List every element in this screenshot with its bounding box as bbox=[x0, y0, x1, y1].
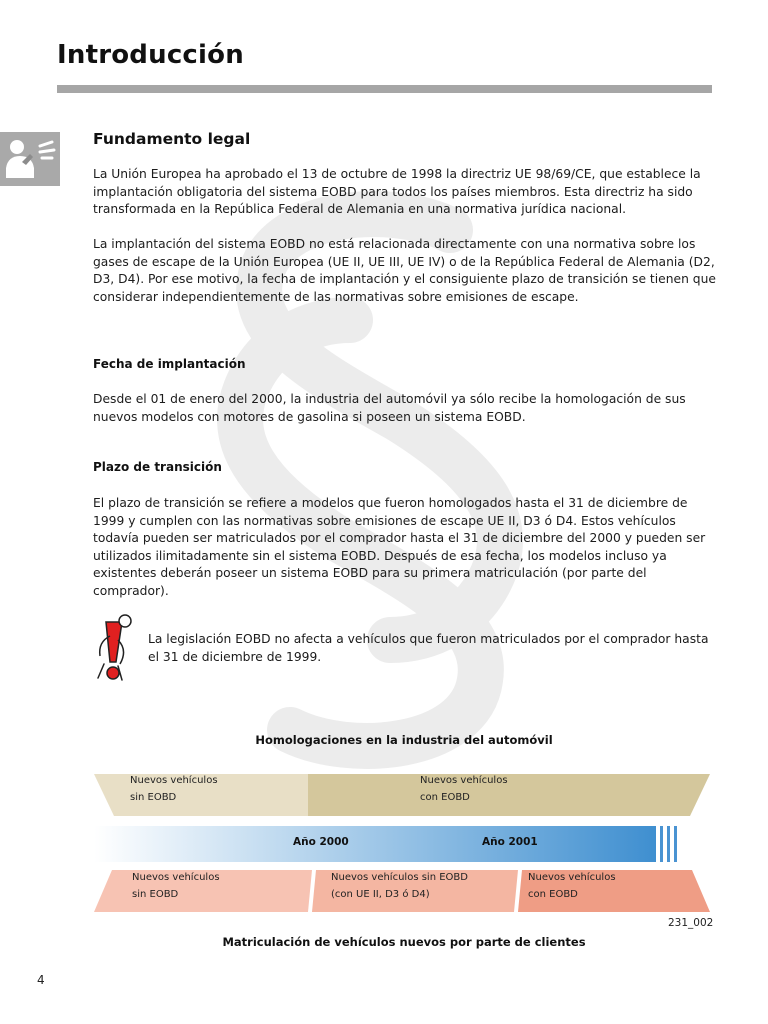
top-band-with-eobd bbox=[308, 774, 710, 816]
diagram-caption: Matriculación de vehículos nuevos por parte de clientes bbox=[222, 935, 586, 949]
title-rule bbox=[57, 85, 712, 93]
timeline-end-stripe bbox=[660, 826, 663, 862]
page-title: Introducción bbox=[57, 40, 244, 70]
label-bottom-middle: Nuevos vehículos sin EOBD (con UE II, D3 ó D4) bbox=[331, 872, 468, 900]
label-top-right: Nuevos vehículos con EOBD bbox=[420, 775, 508, 803]
paragraph-fecha: Desde el 01 de enero del 2000, la industria del automóvil ya sólo recibe la homologación de sus nuevos modelos con motores de gasolina si poseen un sistema EOBD. bbox=[93, 392, 686, 424]
label-year-2000: Año 2000 bbox=[293, 836, 349, 848]
homologation-timeline-diagram bbox=[94, 770, 716, 916]
timeline-end-stripe bbox=[667, 826, 670, 862]
label-bottom-left: Nuevos vehículos sin EOBD bbox=[132, 872, 220, 900]
exclamation-warning-icon bbox=[92, 612, 136, 684]
label-top-left: Nuevos vehículos sin EOBD bbox=[130, 775, 218, 803]
sub-heading-fecha-implantacion: Fecha de implantación bbox=[93, 357, 246, 371]
diagram-title: Homologaciones en la industria del automóvil bbox=[255, 733, 553, 747]
year-timeline-band bbox=[94, 826, 656, 862]
page-number: 4 bbox=[37, 973, 45, 987]
paragraph-directive: La Unión Europea ha aprobado el 13 de octubre de 1998 la directriz UE 98/69/CE, que establece la implantación obligatoria del sistema EOBD para todos los países miembros. Esta directriz ha sido transformada en la República Federal de Alemania en una normativa jurídica nacional. bbox=[93, 167, 701, 217]
label-bottom-right: Nuevos vehículos con EOBD bbox=[528, 872, 616, 900]
section-heading-fundamento-legal: Fundamento legal bbox=[93, 130, 251, 148]
timeline-end-stripe bbox=[674, 826, 677, 862]
note-text: La legislación EOBD no afecta a vehículos que fueron matriculados por el comprador hasta el 31 de diciembre de 1999. bbox=[148, 632, 709, 664]
paragraph-plazo: El plazo de transición se refiere a modelos que fueron homologados hasta el 31 de diciembre de 1999 y cumplen con las normativas sobre emisiones de escape UE II, D3 ó D4. Estos vehículos todavía pueden ser matriculados por el comprador hasta el 31 de diciembre del 2000 y pueden ser utilizados ilimitadamente sin el sistema EOBD. Después de esa fecha, los modelos incluso ya existentes deberán poseer un sistema EOBD para su primera matriculación (por parte del comprador). bbox=[93, 496, 706, 598]
hand-gesture-icon bbox=[0, 132, 60, 186]
label-year-2001: Año 2001 bbox=[482, 836, 538, 848]
sub-heading-plazo-transicion: Plazo de transición bbox=[93, 460, 222, 474]
paragraph-implementation: La implantación del sistema EOBD no está relacionada directamente con una normativa sobre los gases de escape de la Unión Europea (UE II, UE III, UE IV) o de la República Federal de Alemania (D2, D3, D4). Por ese motivo, la fecha de implantación y el consiguiente plazo de transición se tienen que considerar independientemente de las normativas sobre emisiones de escape. bbox=[93, 237, 716, 304]
figure-code: 231_002 bbox=[668, 917, 714, 929]
